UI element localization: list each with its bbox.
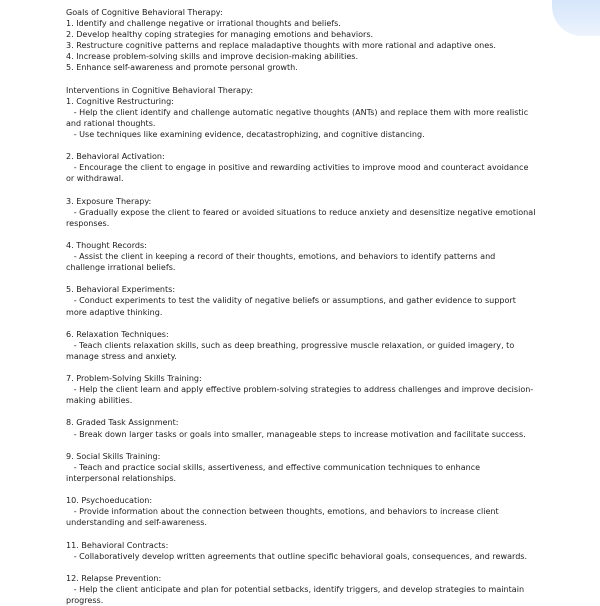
intervention-point: - Teach clients relaxation skills, such as deep breathing, progressive muscle relaxation, or guided imagery, to manage stress and anxiety. — [66, 340, 517, 361]
intervention-heading: 10. Psychoeducation: — [66, 496, 153, 506]
intervention-heading: 5. Behavioral Experiments: — [66, 285, 176, 295]
intervention-heading: 8. Graded Task Assignment: — [66, 418, 179, 428]
intervention-heading: 2. Behavioral Activation: — [66, 152, 165, 162]
corner-decoration — [552, 0, 600, 36]
intervention-heading: 1. Cognitive Restructuring: — [66, 96, 174, 106]
intervention-point: - Assist the client in keeping a record of their thoughts, emotions, and behaviors to identify patterns and challenge irrational beliefs. — [66, 252, 498, 273]
intervention-point: - Provide information about the connection between thoughts, emotions, and behaviors to increase client understanding and self-awareness. — [66, 507, 502, 528]
intervention-heading: 3. Exposure Therapy: — [66, 196, 152, 206]
goal-item: 5. Enhance self-awareness and promote personal growth. — [66, 63, 298, 73]
intervention-heading: 4. Thought Records: — [66, 240, 147, 250]
interventions-title: Interventions in Cognitive Behavioral Therapy: — [66, 85, 254, 95]
intervention-heading: 6. Relaxation Techniques: — [66, 329, 169, 339]
intervention-point: - Teach and practice social skills, assertiveness, and effective communication techniques to enhance interpersonal relationships. — [66, 462, 483, 483]
document-body — [66, 7, 536, 606]
intervention-point: - Gradually expose the client to feared or avoided situations to reduce anxiety and desensitize negative emotional responses. — [66, 207, 538, 228]
goal-item: 1. Identify and challenge negative or irrational thoughts and beliefs. — [66, 19, 341, 29]
intervention-point: - Help the client learn and apply effective problem-solving strategies to address challenges and improve decision-making abilities. — [66, 385, 534, 406]
goal-item: 4. Increase problem-solving skills and improve decision-making abilities. — [66, 52, 359, 62]
goal-item: 2. Develop healthy coping strategies for managing emotions and behaviors. — [66, 30, 374, 40]
intervention-heading: 12. Relapse Prevention: — [66, 573, 162, 583]
goals-title: Goals of Cognitive Behavioral Therapy: — [66, 8, 223, 17]
intervention-point: - Encourage the client to engage in positive and rewarding activities to improve mood and counteract avoidance or withdrawal. — [66, 163, 531, 184]
intervention-point: - Collaboratively develop written agreements that outline specific behavioral goals, consequences, and rewards. — [66, 551, 528, 561]
intervention-point: - Break down larger tasks or goals into smaller, manageable steps to increase motivation and facilitate success. — [66, 429, 526, 439]
intervention-heading: 7. Problem-Solving Skills Training: — [66, 374, 202, 384]
intervention-point: - Help the client identify and challenge automatic negative thoughts (ANTs) and replace them with more realistic and rational thoughts. — [66, 107, 531, 128]
goal-item: 3. Restructure cognitive patterns and replace maladaptive thoughts with more rational and adaptive ones. — [66, 41, 496, 51]
intervention-point: - Use techniques like examining evidence, decatastrophizing, and cognitive distancing. — [66, 130, 425, 140]
intervention-point: - Conduct experiments to test the validity of negative beliefs or assumptions, and gather evidence to support more adaptive thinking. — [66, 296, 519, 317]
intervention-heading: 9. Social Skills Training: — [66, 451, 161, 461]
intervention-point: - Help the client anticipate and plan for potential setbacks, identify triggers, and develop strategies to maintain progress. — [66, 584, 527, 605]
intervention-heading: 11. Behavioral Contracts: — [66, 540, 169, 550]
